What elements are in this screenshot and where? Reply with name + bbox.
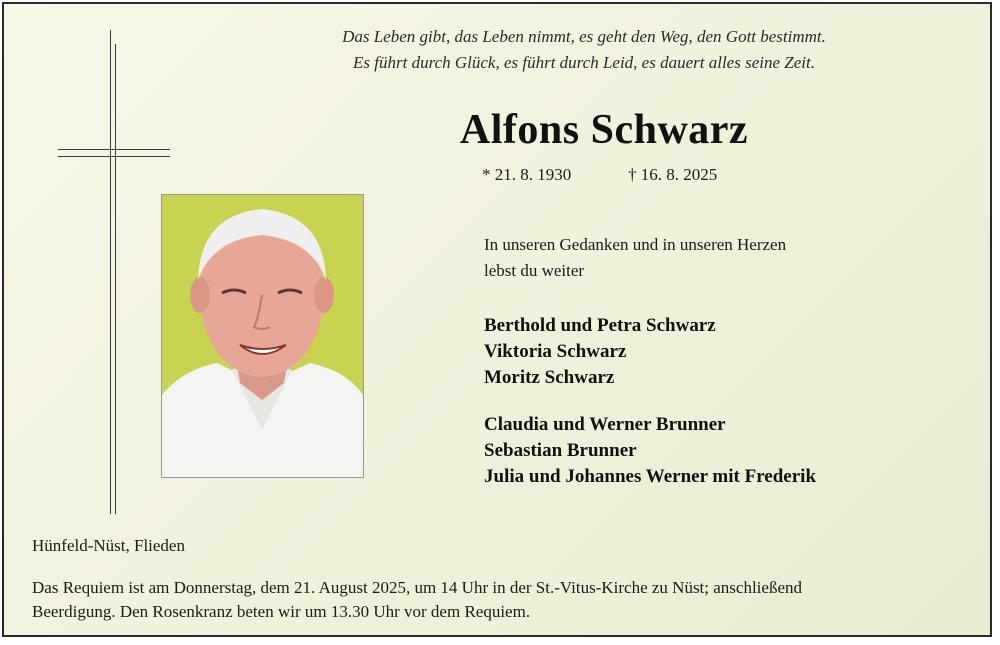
motto-line-2: lebst du weiter [484, 261, 585, 280]
funeral-details [32, 576, 977, 624]
death-date: † 16. 8. 2025 [628, 165, 718, 184]
mourner-name: Viktoria Schwarz [484, 341, 627, 362]
mourner-name: Moritz Schwarz [484, 367, 615, 388]
mourner-name: Claudia und Werner Brunner [484, 414, 726, 435]
birth-date: * 21. 8. 1930 [482, 165, 572, 184]
motto-line-1: In unseren Gedanken und in unseren Herzen [484, 235, 787, 254]
obituary-card [2, 2, 992, 637]
mourners-group-2 [484, 412, 816, 490]
mourner-name: Sebastian Brunner [484, 440, 637, 461]
place-of-residence: Hünfeld-Nüst, Flieden [32, 536, 185, 555]
mourner-name: Berthold und Petra Schwarz [484, 315, 716, 336]
memorial-motto [484, 232, 786, 284]
quote-line-2: Es führt durch Glück, es führt durch Leid, es dauert alles seine Zeit. [353, 53, 815, 72]
deceased-name: Alfons Schwarz [459, 107, 749, 153]
funeral-line-2: Beerdigung. Den Rosenkranz beten wir um 13.30 Uhr vor dem Requiem. [32, 602, 531, 621]
funeral-line-1: Das Requiem ist am Donnerstag, dem 21. August 2025, um 14 Uhr in der St.-Vitus-Kirche zu Nüst; anschließend [32, 578, 802, 597]
quote-line-1: Das Leben gibt, das Leben nimmt, es geht den Weg, den Gott bestimmt. [342, 27, 826, 46]
mourners-group-1 [484, 313, 716, 391]
mourner-name: Julia und Johannes Werner mit Frederik [484, 466, 817, 487]
portrait-photo [161, 194, 364, 478]
